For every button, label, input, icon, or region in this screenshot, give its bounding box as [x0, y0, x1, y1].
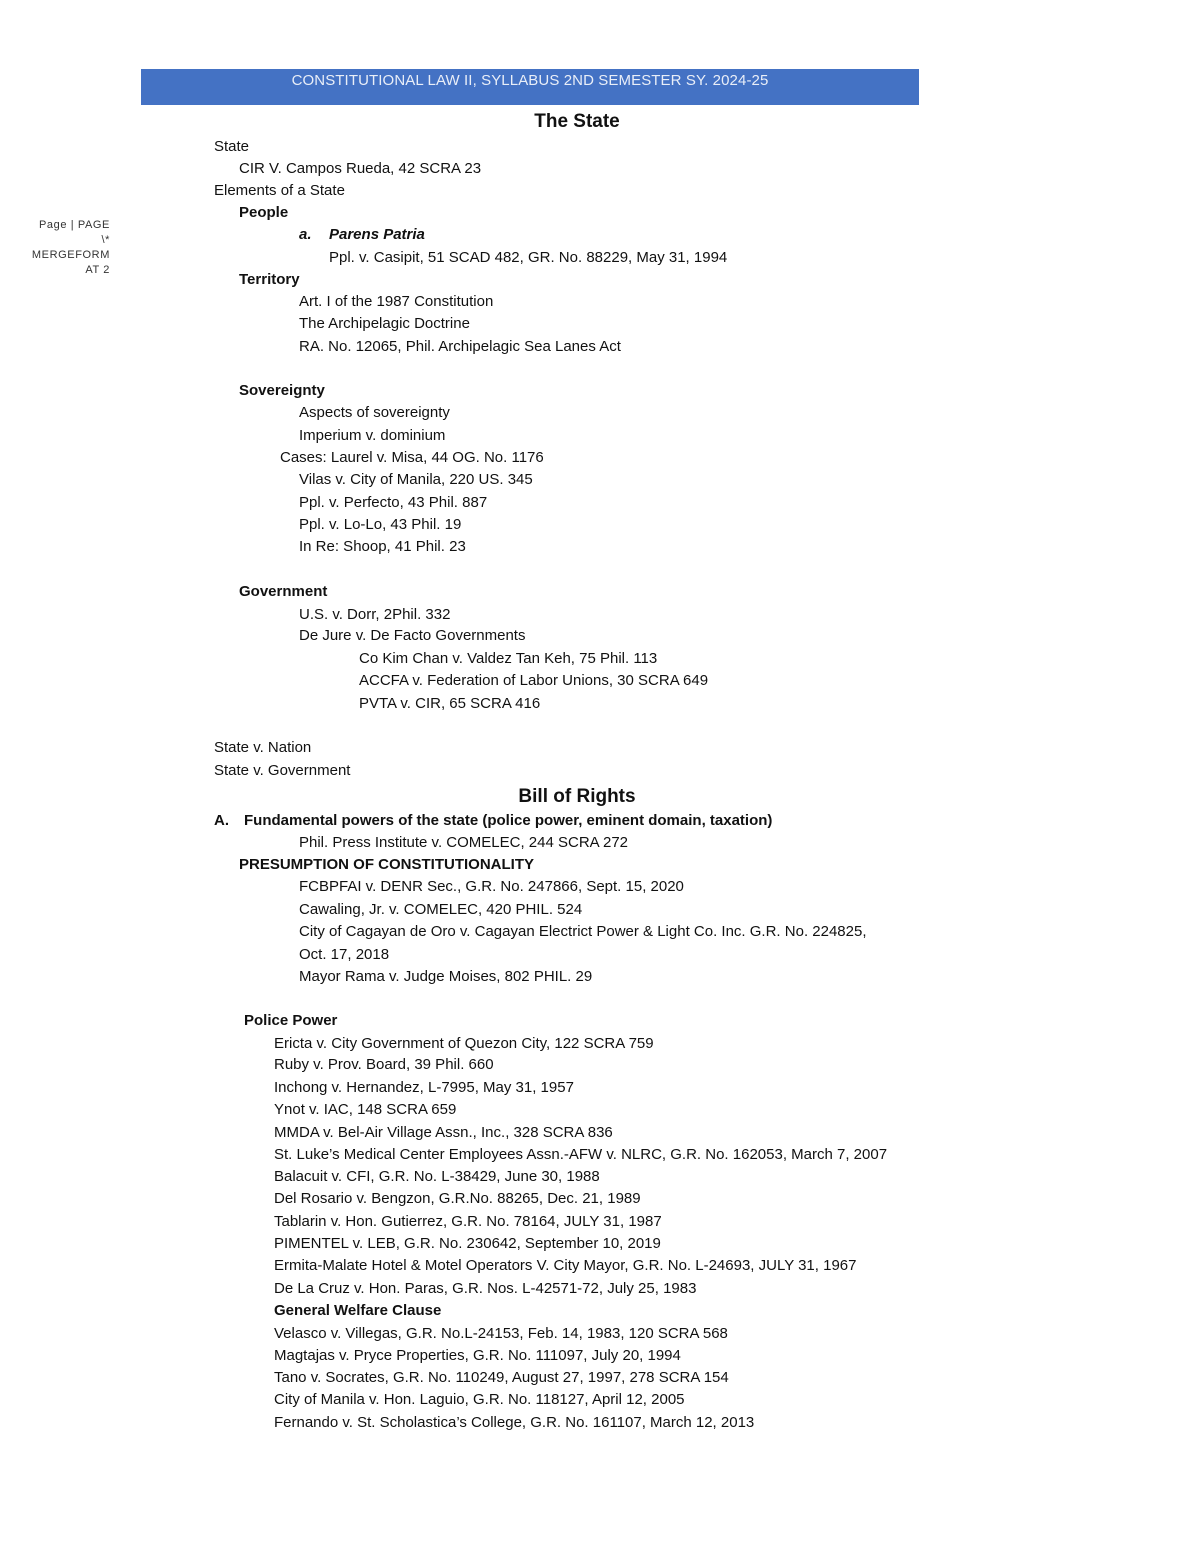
syllabus-line — [299, 426, 445, 446]
line-text: Ppl. v. Casipit, 51 SCAD 482, GR. No. 88229, May 31, 1994 — [329, 249, 728, 266]
line-text: General Welfare Clause — [274, 1302, 442, 1319]
line-text: In Re: Shoop, 41 Phil. 23 — [299, 538, 466, 555]
line-text: Mayor Rama v. Judge Moises, 802 PHIL. 29 — [299, 968, 593, 985]
line-text: Phil. Press Institute v. COMELEC, 244 SCRA 272 — [299, 834, 629, 851]
document-header-title: CONSTITUTIONAL LAW II, SYLLABUS 2ND SEMESTER SY. 2024-25 — [291, 72, 769, 89]
line-text: Cawaling, Jr. v. COMELEC, 420 PHIL. 524 — [299, 901, 583, 918]
page-field-line: AT 2 — [85, 264, 110, 276]
line-text: Ppl. v. Perfecto, 43 Phil. 887 — [299, 494, 488, 511]
line-text: Velasco v. Villegas, G.R. No.L-24153, Feb. 14, 1983, 120 SCRA 568 — [274, 1325, 728, 1342]
syllabus-line — [299, 900, 582, 920]
syllabus-line — [274, 1279, 696, 1299]
line-text: Tablarin v. Hon. Gutierrez, G.R. No. 78164, JULY 31, 1987 — [274, 1213, 662, 1230]
syllabus-line — [274, 1055, 494, 1075]
line-text: ACCFA v. Federation of Labor Unions, 30 SCRA 649 — [359, 672, 709, 689]
topic-heading — [239, 855, 534, 875]
syllabus-line — [299, 967, 592, 987]
syllabus-line — [274, 1034, 654, 1054]
topic-heading — [239, 203, 288, 223]
line-text: Del Rosario v. Bengzon, G.R.No. 88265, Dec. 21, 1989 — [274, 1190, 641, 1207]
line-text: Fernando v. St. Scholastica’s College, G.R. No. 161107, March 12, 2013 — [274, 1414, 755, 1431]
syllabus-line — [214, 181, 345, 201]
line-text: Ermita-Malate Hotel & Motel Operators V. City Mayor, G.R. No. L-24693, JULY 31, 1967 — [274, 1257, 857, 1274]
line-text: Co Kim Chan v. Valdez Tan Keh, 75 Phil. 113 — [359, 650, 658, 667]
syllabus-line — [359, 671, 708, 691]
line-text: Parens Patria — [329, 226, 425, 243]
syllabus-line — [274, 1324, 728, 1344]
list-marker: a. — [299, 226, 312, 243]
line-text: St. Luke’s Medical Center Employees Assn.-AFW v. NLRC, G.R. No. 162053, March 7, 2007 — [274, 1146, 888, 1163]
line-text: PIMENTEL v. LEB, G.R. No. 230642, September 10, 2019 — [274, 1235, 661, 1252]
syllabus-line — [274, 1167, 600, 1187]
syllabus-line — [299, 493, 487, 513]
syllabus-line — [299, 314, 470, 334]
syllabus-line — [299, 626, 525, 646]
syllabus-line — [299, 833, 628, 853]
line-text: Territory — [239, 271, 300, 288]
topic-heading — [239, 270, 300, 290]
list-marker: A. — [214, 812, 229, 829]
line-text: Government — [239, 583, 328, 600]
syllabus-line — [214, 137, 249, 157]
line-text: Sovereignty — [239, 382, 325, 399]
syllabus-line — [274, 1100, 456, 1120]
line-text: People — [239, 204, 289, 221]
line-text: The Archipelagic Doctrine — [299, 315, 470, 332]
section-heading — [518, 785, 635, 809]
page-field-line: \* — [101, 234, 110, 246]
line-text: City of Manila v. Hon. Laguio, G.R. No. 118127, April 12, 2005 — [274, 1391, 685, 1408]
syllabus-line — [239, 159, 481, 179]
syllabus-line — [274, 1234, 661, 1254]
line-text: City of Cagayan de Oro v. Cagayan Electrict Power & Light Co. Inc. G.R. No. 224825, — [299, 923, 867, 940]
line-text: State — [214, 138, 250, 155]
line-text: Oct. 17, 2018 — [299, 946, 390, 963]
syllabus-line — [299, 337, 621, 357]
syllabus-line — [299, 515, 461, 535]
line-text: Police Power — [244, 1012, 338, 1029]
syllabus-line — [329, 248, 727, 268]
page-field-line: MERGEFORM — [31, 249, 110, 261]
topic-heading — [274, 1301, 441, 1321]
line-text: Tano v. Socrates, G.R. No. 110249, August 27, 1997, 278 SCRA 154 — [274, 1369, 729, 1386]
line-text: De La Cruz v. Hon. Paras, G.R. Nos. L-42571-72, July 25, 1983 — [274, 1280, 697, 1297]
line-text: Imperium v. dominium — [299, 427, 446, 444]
line-text: Aspects of sovereignty — [299, 404, 450, 421]
syllabus-line — [299, 605, 450, 625]
syllabus-line — [299, 470, 533, 490]
page-field-line: Page | PAGE — [38, 219, 110, 231]
line-text: Fundamental powers of the state (police power, eminent domain, taxation) — [244, 812, 773, 829]
syllabus-line — [274, 1368, 729, 1388]
syllabus-line — [359, 694, 540, 714]
line-text: FCBPFAI v. DENR Sec., G.R. No. 247866, Sept. 15, 2020 — [299, 878, 684, 895]
line-text: Elements of a State — [214, 182, 345, 199]
topic-heading — [239, 381, 325, 401]
syllabus-line — [274, 1212, 662, 1232]
syllabus-line — [214, 761, 350, 781]
syllabus-line — [299, 922, 867, 942]
line-text: Vilas v. City of Manila, 220 US. 345 — [299, 471, 533, 488]
line-text: Art. I of the 1987 Constitution — [299, 293, 494, 310]
syllabus-line — [299, 945, 389, 965]
line-text: The State — [534, 111, 620, 132]
section-heading — [534, 110, 620, 134]
line-text: Ericta v. City Government of Quezon City, 122 SCRA 759 — [274, 1035, 654, 1052]
topic-heading — [244, 1011, 337, 1031]
line-text: Magtajas v. Pryce Properties, G.R. No. 111097, July 20, 1994 — [274, 1347, 681, 1364]
line-text: Inchong v. Hernandez, L-7995, May 31, 1957 — [274, 1079, 574, 1096]
line-text: Cases: Laurel v. Misa, 44 OG. No. 1176 — [280, 449, 544, 466]
line-text: State v. Government — [214, 762, 351, 779]
syllabus-line — [274, 1256, 856, 1276]
line-text: Bill of Rights — [518, 786, 636, 807]
line-text: De Jure v. De Facto Governments — [299, 627, 526, 644]
line-text: PRESUMPTION OF CONSTITUTIONALITY — [239, 856, 534, 873]
line-text: Ynot v. IAC, 148 SCRA 659 — [274, 1101, 457, 1118]
line-text: Ruby v. Prov. Board, 39 Phil. 660 — [274, 1056, 494, 1073]
topic-heading — [214, 811, 772, 831]
syllabus-line — [299, 877, 684, 897]
syllabus-line — [274, 1189, 641, 1209]
line-text: MMDA v. Bel-Air Village Assn., Inc., 328 SCRA 836 — [274, 1124, 613, 1141]
syllabus-line — [274, 1145, 887, 1165]
line-text: U.S. v. Dorr, 2Phil. 332 — [299, 606, 451, 623]
syllabus-line — [274, 1390, 685, 1410]
line-text: State v. Nation — [214, 739, 312, 756]
syllabus-line — [299, 292, 493, 312]
topic-heading — [239, 582, 327, 602]
syllabus-line — [299, 403, 450, 423]
syllabus-line — [274, 1078, 574, 1098]
line-text: CIR V. Campos Rueda, 42 SCRA 23 — [239, 160, 482, 177]
line-text: PVTA v. CIR, 65 SCRA 416 — [359, 695, 541, 712]
line-text: Balacuit v. CFI, G.R. No. L-38429, June 30, 1988 — [274, 1168, 600, 1185]
line-text: Ppl. v. Lo-Lo, 43 Phil. 19 — [299, 516, 462, 533]
line-text: RA. No. 12065, Phil. Archipelagic Sea Lanes Act — [299, 338, 621, 355]
syllabus-line — [274, 1413, 754, 1433]
syllabus-line — [299, 537, 466, 557]
syllabus-line — [359, 649, 657, 669]
syllabus-line — [274, 1123, 613, 1143]
syllabus-line — [274, 1346, 681, 1366]
subtopic-heading — [299, 225, 425, 245]
syllabus-line — [280, 448, 544, 468]
syllabus-line — [214, 738, 311, 758]
